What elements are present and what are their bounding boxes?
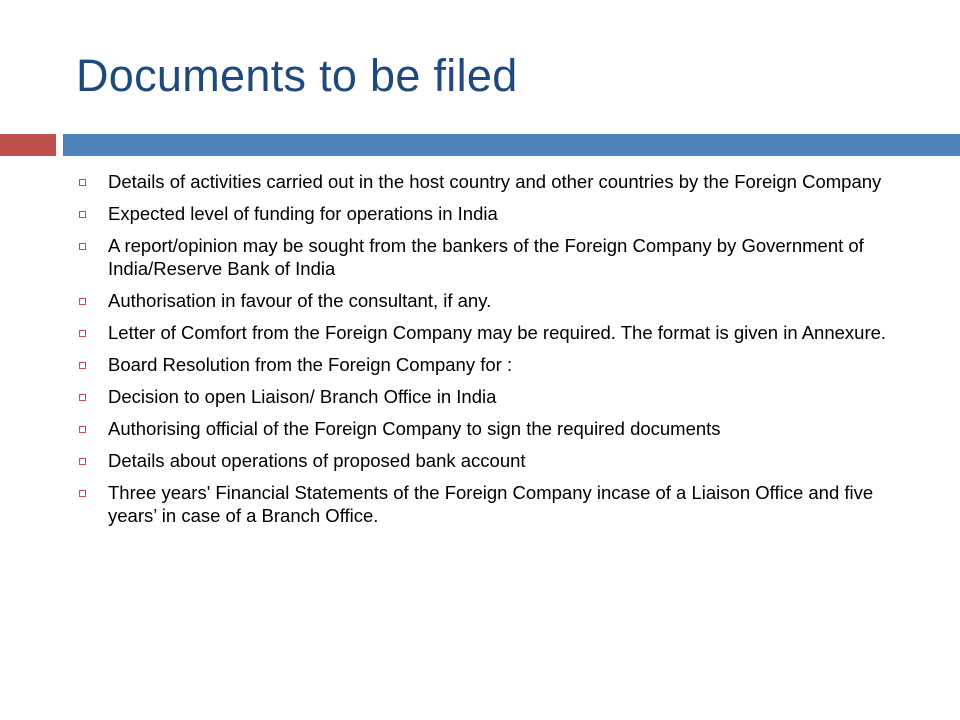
bullet-item: [70, 481, 920, 527]
bullet-text: Board Resolution from the Foreign Company for :: [108, 354, 513, 375]
slide-title: Documents to be filed: [76, 50, 518, 101]
bullet-list: [70, 170, 920, 536]
bullet-text: Authorising official of the Foreign Company to sign the required documents: [108, 418, 721, 439]
bullet-item: [70, 385, 920, 408]
bullet-text: Authorisation in favour of the consultant, if any.: [108, 290, 492, 311]
hollow-square-bullet-icon: [79, 243, 86, 250]
hollow-square-bullet-icon: [79, 490, 86, 497]
bullet-text: A report/opinion may be sought from the bankers of the Foreign Company by Government of India/Reserve Bank of India: [108, 235, 864, 279]
bullet-text: Expected level of funding for operations in India: [108, 203, 498, 224]
bullet-text: Letter of Comfort from the Foreign Company may be required. The format is given in Annexure.: [108, 322, 887, 343]
bullet-item: [70, 170, 920, 193]
bullet-text: Decision to open Liaison/ Branch Office in India: [108, 386, 497, 407]
bullet-text: Details about operations of proposed bank account: [108, 450, 526, 471]
accent-bar-left: [0, 134, 56, 156]
hollow-square-bullet-icon: [79, 362, 86, 369]
hollow-square-bullet-icon: [79, 211, 86, 218]
bullet-item: [70, 417, 920, 440]
bullet-item: [70, 321, 920, 344]
bullet-item: [70, 449, 920, 472]
bullet-text: Details of activities carried out in the host country and other countries by the Foreign Company: [108, 171, 882, 192]
hollow-square-bullet-icon: [79, 394, 86, 401]
hollow-square-bullet-icon: [79, 298, 86, 305]
bullet-item: [70, 202, 920, 225]
bullet-item: [70, 234, 920, 280]
bullet-item: [70, 289, 920, 312]
hollow-square-bullet-icon: [79, 330, 86, 337]
hollow-square-bullet-icon: [79, 458, 86, 465]
hollow-square-bullet-icon: [79, 179, 86, 186]
bullet-item: [70, 353, 920, 376]
bullet-text: Three years' Financial Statements of the Foreign Company incase of a Liaison Office and five years’ in case of a Branch Office.: [108, 482, 874, 526]
hollow-square-bullet-icon: [79, 426, 86, 433]
accent-bar-right: [63, 134, 960, 156]
